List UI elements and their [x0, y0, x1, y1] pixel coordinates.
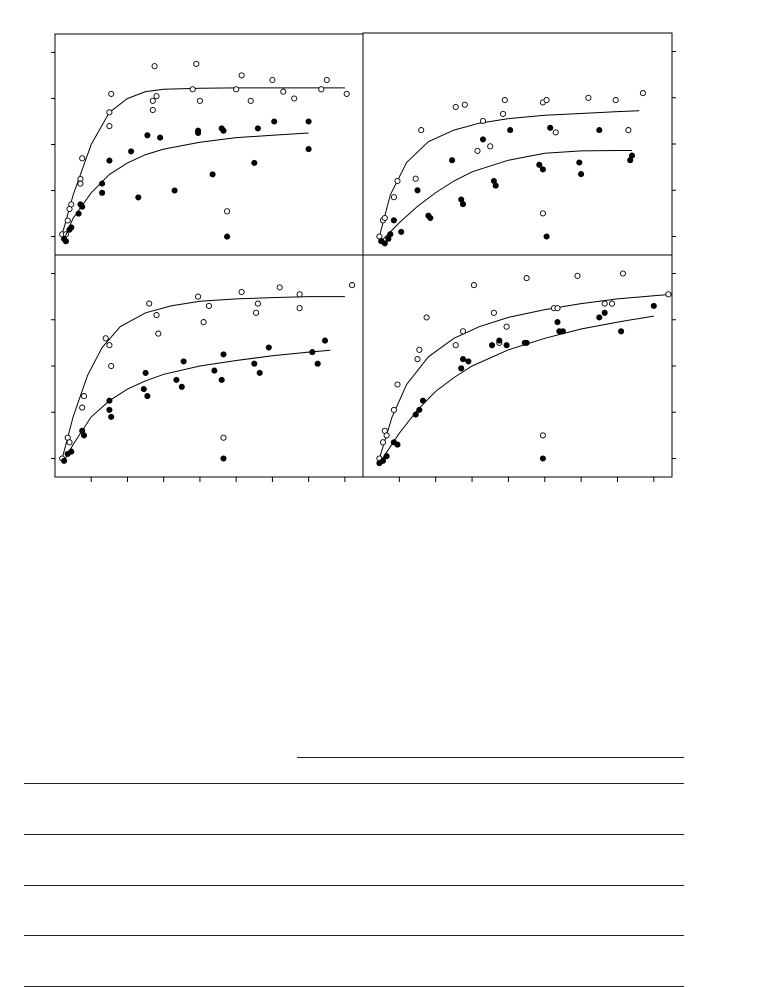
data-point-open [109, 91, 114, 96]
data-point-filled [399, 229, 404, 234]
data-point-filled [382, 241, 387, 246]
data-point-open [201, 320, 206, 325]
data-point-filled [196, 128, 201, 133]
data-point-open [319, 87, 324, 92]
data-point-filled [504, 343, 509, 348]
data-point-open [239, 73, 244, 78]
data-point-filled [555, 320, 560, 325]
data-point-filled [466, 359, 471, 364]
data-point-open [147, 301, 152, 306]
data-point-filled [310, 350, 315, 355]
data-point-filled [145, 133, 150, 138]
data-point-open [154, 313, 159, 318]
data-point-open [277, 285, 282, 290]
data-point-filled [306, 119, 311, 124]
data-point-open [640, 91, 645, 96]
data-point-open [78, 181, 83, 186]
data-point-open [270, 77, 275, 82]
fit-curve-open [379, 294, 672, 458]
data-point-filled [415, 188, 420, 193]
data-point-filled [107, 398, 112, 403]
data-point-filled [179, 384, 184, 389]
data-point-filled [619, 329, 624, 334]
data-point-filled [493, 183, 498, 188]
data-point-open [575, 273, 580, 278]
data-point-filled [210, 172, 215, 177]
data-point-filled [100, 181, 105, 186]
table-row [24, 841, 684, 881]
data-point-open [255, 301, 260, 306]
data-point-filled [306, 147, 311, 152]
data-point-filled [80, 204, 85, 209]
data-point-filled [252, 160, 257, 165]
data-point-open [292, 96, 297, 101]
data-point-open [555, 306, 560, 311]
chart-panel-bottom-left [51, 255, 363, 482]
data-point-filled [315, 361, 320, 366]
data-point-filled [524, 340, 529, 345]
data-point-filled [136, 195, 141, 200]
data-point-open [107, 110, 112, 115]
data-point-open [107, 124, 112, 129]
data-point-open [225, 209, 230, 214]
data-point-filled [62, 458, 67, 463]
panel-frame [363, 33, 672, 255]
data-point-filled [597, 315, 602, 320]
data-point-filled [100, 190, 105, 195]
data-point-open [609, 301, 614, 306]
data-point-filled [480, 137, 485, 142]
data-point-open [424, 315, 429, 320]
data-point-filled [219, 377, 224, 382]
data-point-open [81, 394, 86, 399]
fit-curve-filled [64, 350, 330, 461]
data-point-filled [540, 167, 545, 172]
data-point-open [194, 61, 199, 66]
data-point-open [395, 382, 400, 387]
data-point-open [197, 98, 202, 103]
data-point-filled [651, 303, 656, 308]
data-point-open [221, 435, 226, 440]
data-point-filled [221, 352, 226, 357]
data-point-filled [252, 361, 257, 366]
data-point-open [109, 363, 114, 368]
table-row-rule [24, 935, 684, 936]
data-point-filled [143, 370, 148, 375]
data-point-open [480, 118, 485, 123]
panel-frame [363, 255, 672, 477]
data-point-open [107, 343, 112, 348]
data-point-open [488, 144, 493, 149]
table-top-rule [24, 783, 684, 784]
data-point-open [475, 148, 480, 153]
data-point-filled [508, 128, 513, 133]
data-point-open [154, 94, 159, 99]
data-point-filled [540, 456, 545, 461]
data-point-filled [490, 343, 495, 348]
data-point-filled [141, 387, 146, 392]
data-point-filled [537, 162, 542, 167]
data-point-open [380, 440, 385, 445]
data-point-open [666, 292, 671, 297]
data-point-open [415, 357, 420, 362]
data-point-open [540, 211, 545, 216]
data-point-filled [69, 449, 74, 454]
data-point-open [80, 405, 85, 410]
fit-curve-filled [381, 151, 632, 242]
fit-curve-open [62, 88, 345, 234]
data-point-filled [266, 345, 271, 350]
data-point-filled [395, 442, 400, 447]
data-point-open [453, 343, 458, 348]
fit-curve-filled [379, 316, 653, 463]
chart-panel-top-left [51, 34, 363, 255]
data-point-filled [221, 456, 226, 461]
data-point-filled [69, 225, 74, 230]
data-point-filled [579, 172, 584, 177]
panel-frame [55, 34, 363, 255]
data-point-open [491, 310, 496, 315]
data-point-filled [460, 202, 465, 207]
data-point-open [196, 294, 201, 299]
table-row [24, 942, 684, 982]
data-point-filled [272, 119, 277, 124]
data-point-open [500, 111, 505, 116]
data-point-open [80, 156, 85, 161]
data-point-filled [450, 158, 455, 163]
data-point-filled [391, 218, 396, 223]
data-point-open [384, 433, 389, 438]
data-point-filled [255, 126, 260, 131]
data-point-open [419, 128, 424, 133]
data-point-filled [597, 128, 602, 133]
data-point-open [413, 176, 418, 181]
data-point-filled [109, 414, 114, 419]
data-point-open [297, 306, 302, 311]
data-point-open [150, 98, 155, 103]
data-point-open [156, 331, 161, 336]
data-point-open [620, 271, 625, 276]
data-point-filled [225, 234, 230, 239]
data-point-filled [221, 128, 226, 133]
data-point-open [524, 276, 529, 281]
data-point-open [254, 310, 259, 315]
data-point-open [297, 292, 302, 297]
data-point-filled [76, 211, 81, 216]
data-point-open [152, 64, 157, 69]
data-point-filled [420, 398, 425, 403]
data-point-filled [145, 394, 150, 399]
data-point-open [248, 98, 253, 103]
data-point-filled [460, 357, 465, 362]
data-point-filled [577, 160, 582, 165]
table-header-rule [297, 757, 684, 758]
data-point-filled [384, 454, 389, 459]
table-row [24, 892, 684, 932]
data-point-filled [560, 329, 565, 334]
data-point-open [239, 289, 244, 294]
data-point-open [190, 87, 195, 92]
table-row-rule [24, 885, 684, 886]
data-point-open [553, 130, 558, 135]
data-point-filled [497, 338, 502, 343]
data-point-filled [548, 125, 553, 130]
data-point-open [391, 407, 396, 412]
data-point-filled [629, 153, 634, 158]
data-point-filled [413, 412, 418, 417]
data-point-filled [417, 407, 422, 412]
data-point-open [471, 283, 476, 288]
data-point-open [344, 91, 349, 96]
data-point-filled [257, 370, 262, 375]
data-point-filled [181, 359, 186, 364]
data-point-filled [428, 215, 433, 220]
data-point-open [540, 433, 545, 438]
data-point-open [103, 336, 108, 341]
table-row [24, 790, 684, 830]
data-point-open [395, 178, 400, 183]
data-point-filled [380, 458, 385, 463]
data-point-filled [107, 158, 112, 163]
data-point-open [502, 98, 507, 103]
data-point-open [69, 202, 74, 207]
data-point-open [602, 301, 607, 306]
data-point-open [453, 104, 458, 109]
data-point-filled [602, 310, 607, 315]
data-point-open [382, 215, 387, 220]
data-point-filled [81, 433, 86, 438]
data-point-open [206, 303, 211, 308]
data-point-filled [172, 188, 177, 193]
data-point-open [150, 107, 155, 112]
data-point-open [281, 89, 286, 94]
data-point-open [417, 347, 422, 352]
data-point-open [462, 102, 467, 107]
data-point-filled [158, 135, 163, 140]
table-row-rule [24, 834, 684, 835]
data-point-filled [63, 239, 68, 244]
data-point-filled [459, 366, 464, 371]
data-point-open [586, 95, 591, 100]
data-point-open [504, 324, 509, 329]
data-point-filled [107, 407, 112, 412]
data-point-open [324, 77, 329, 82]
data-point-open [391, 195, 396, 200]
data-point-open [613, 98, 618, 103]
chart-panel-bottom-right [363, 255, 676, 482]
data-point-filled [129, 149, 134, 154]
data-point-open [350, 283, 355, 288]
chart-panel-top-right [363, 33, 676, 255]
data-point-open [460, 329, 465, 334]
data-point-open [544, 98, 549, 103]
data-point-filled [322, 338, 327, 343]
data-point-filled [212, 368, 217, 373]
data-point-open [626, 128, 631, 133]
data-point-open [67, 440, 72, 445]
data-point-filled [544, 234, 549, 239]
data-point-open [234, 87, 239, 92]
data-point-filled [388, 232, 393, 237]
data-point-filled [174, 377, 179, 382]
data-point-open [65, 218, 70, 223]
